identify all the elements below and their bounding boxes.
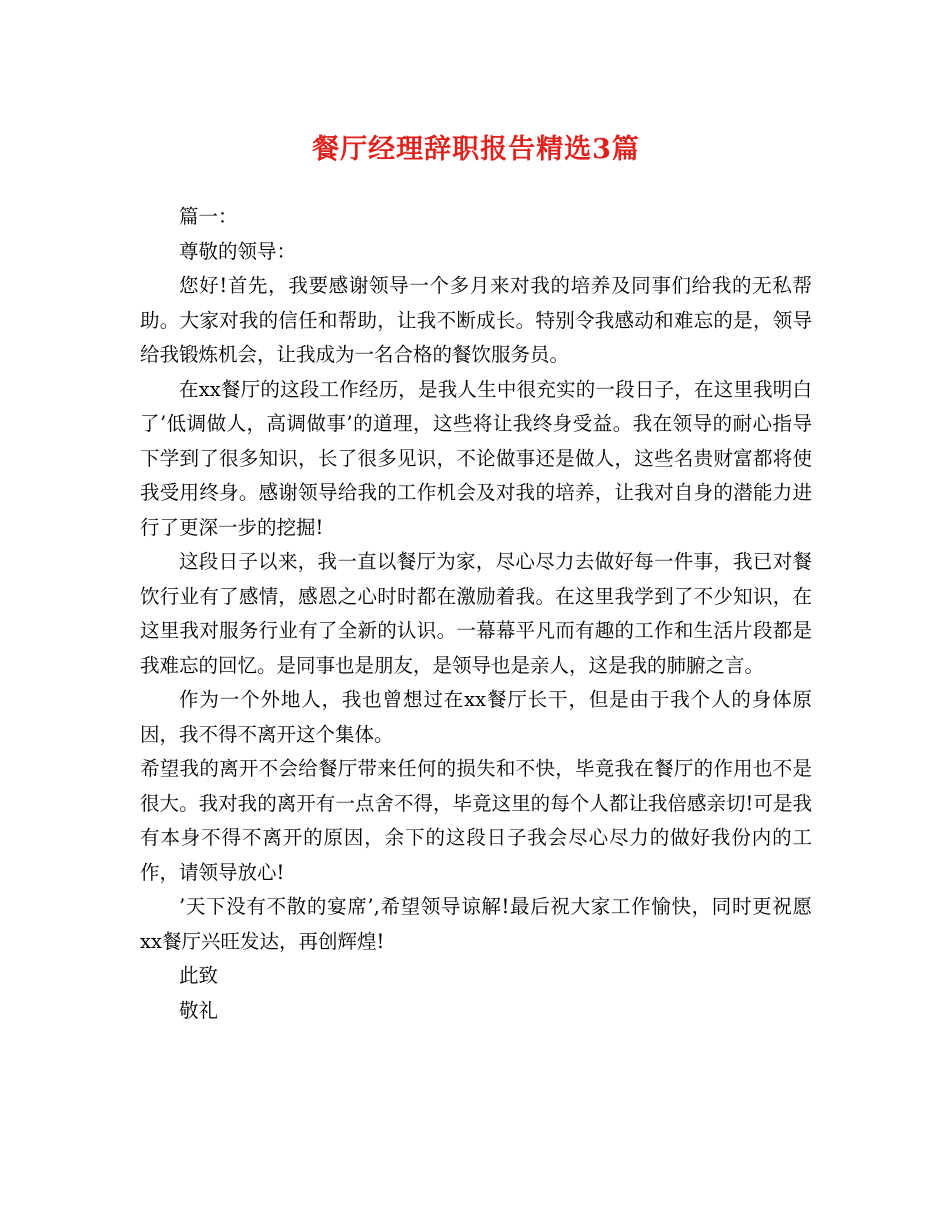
document-body (140, 200, 812, 1028)
salutation: 尊敬的领导： (179, 239, 297, 263)
closing-line: 敬礼 (179, 998, 219, 1022)
paragraph: ’天下没有不散的宴席’,希望领导谅解!最后祝大家工作愉快，同时更祝愿xx餐厅兴旺发达，再创辉煌! (140, 895, 812, 953)
paragraph: 在xx餐厅的这段工作经历，是我人生中很充实的一段日子，在这里我明白了’低调做人，高调做事’的道理，这些将让我终身受益。我在领导的耐心指导下学到了很多知识，长了很多见识，不论做事还是做人，这些名贵财富都将使我受用终身。感谢领导给我的工作机会及对我的培养，让我对自身的潜能力进行了更深一步的挖掘! (140, 377, 812, 539)
paragraph: 希望我的离开不会给餐厅带来任何的损失和不快，毕竟我在餐厅的作用也不是很大。我对我的离开有一点舍不得，毕竟这里的每个人都让我倍感亲切!可是我有本身不得不离开的原因，余下的这段日子我会尽心尽力的做好我份内的工作，请领导放心! (140, 757, 812, 884)
paragraph: 作为一个外地人，我也曾想过在xx餐厅长干，但是由于我个人的身体原因，我不得不离开这个集体。 (140, 688, 812, 746)
document-title: 餐厅经理辞职报告精选3篇 (312, 134, 640, 165)
paragraph: 这段日子以来，我一直以餐厅为家，尽心尽力去做好每一件事，我已对餐饮行业有了感情，感恩之心时时都在激励着我。在这里我学到了不少知识，在这里我对服务行业有了全新的认识。一幕幕平凡而有趣的工作和生活片段都是我难忘的回忆。是同事也是朋友，是领导也是亲人，这是我的肺腑之言。 (140, 550, 812, 677)
paragraph: 您好!首先，我要感谢领导一个多月来对我的培养及同事们给我的无私帮助。大家对我的信任和帮助，让我不断成长。特别令我感动和难忘的是，领导给我锻炼机会，让我成为一名合格的餐饮服务员。 (140, 274, 812, 366)
closing-line: 此致 (179, 964, 219, 987)
section-heading: 篇一： (179, 205, 238, 228)
